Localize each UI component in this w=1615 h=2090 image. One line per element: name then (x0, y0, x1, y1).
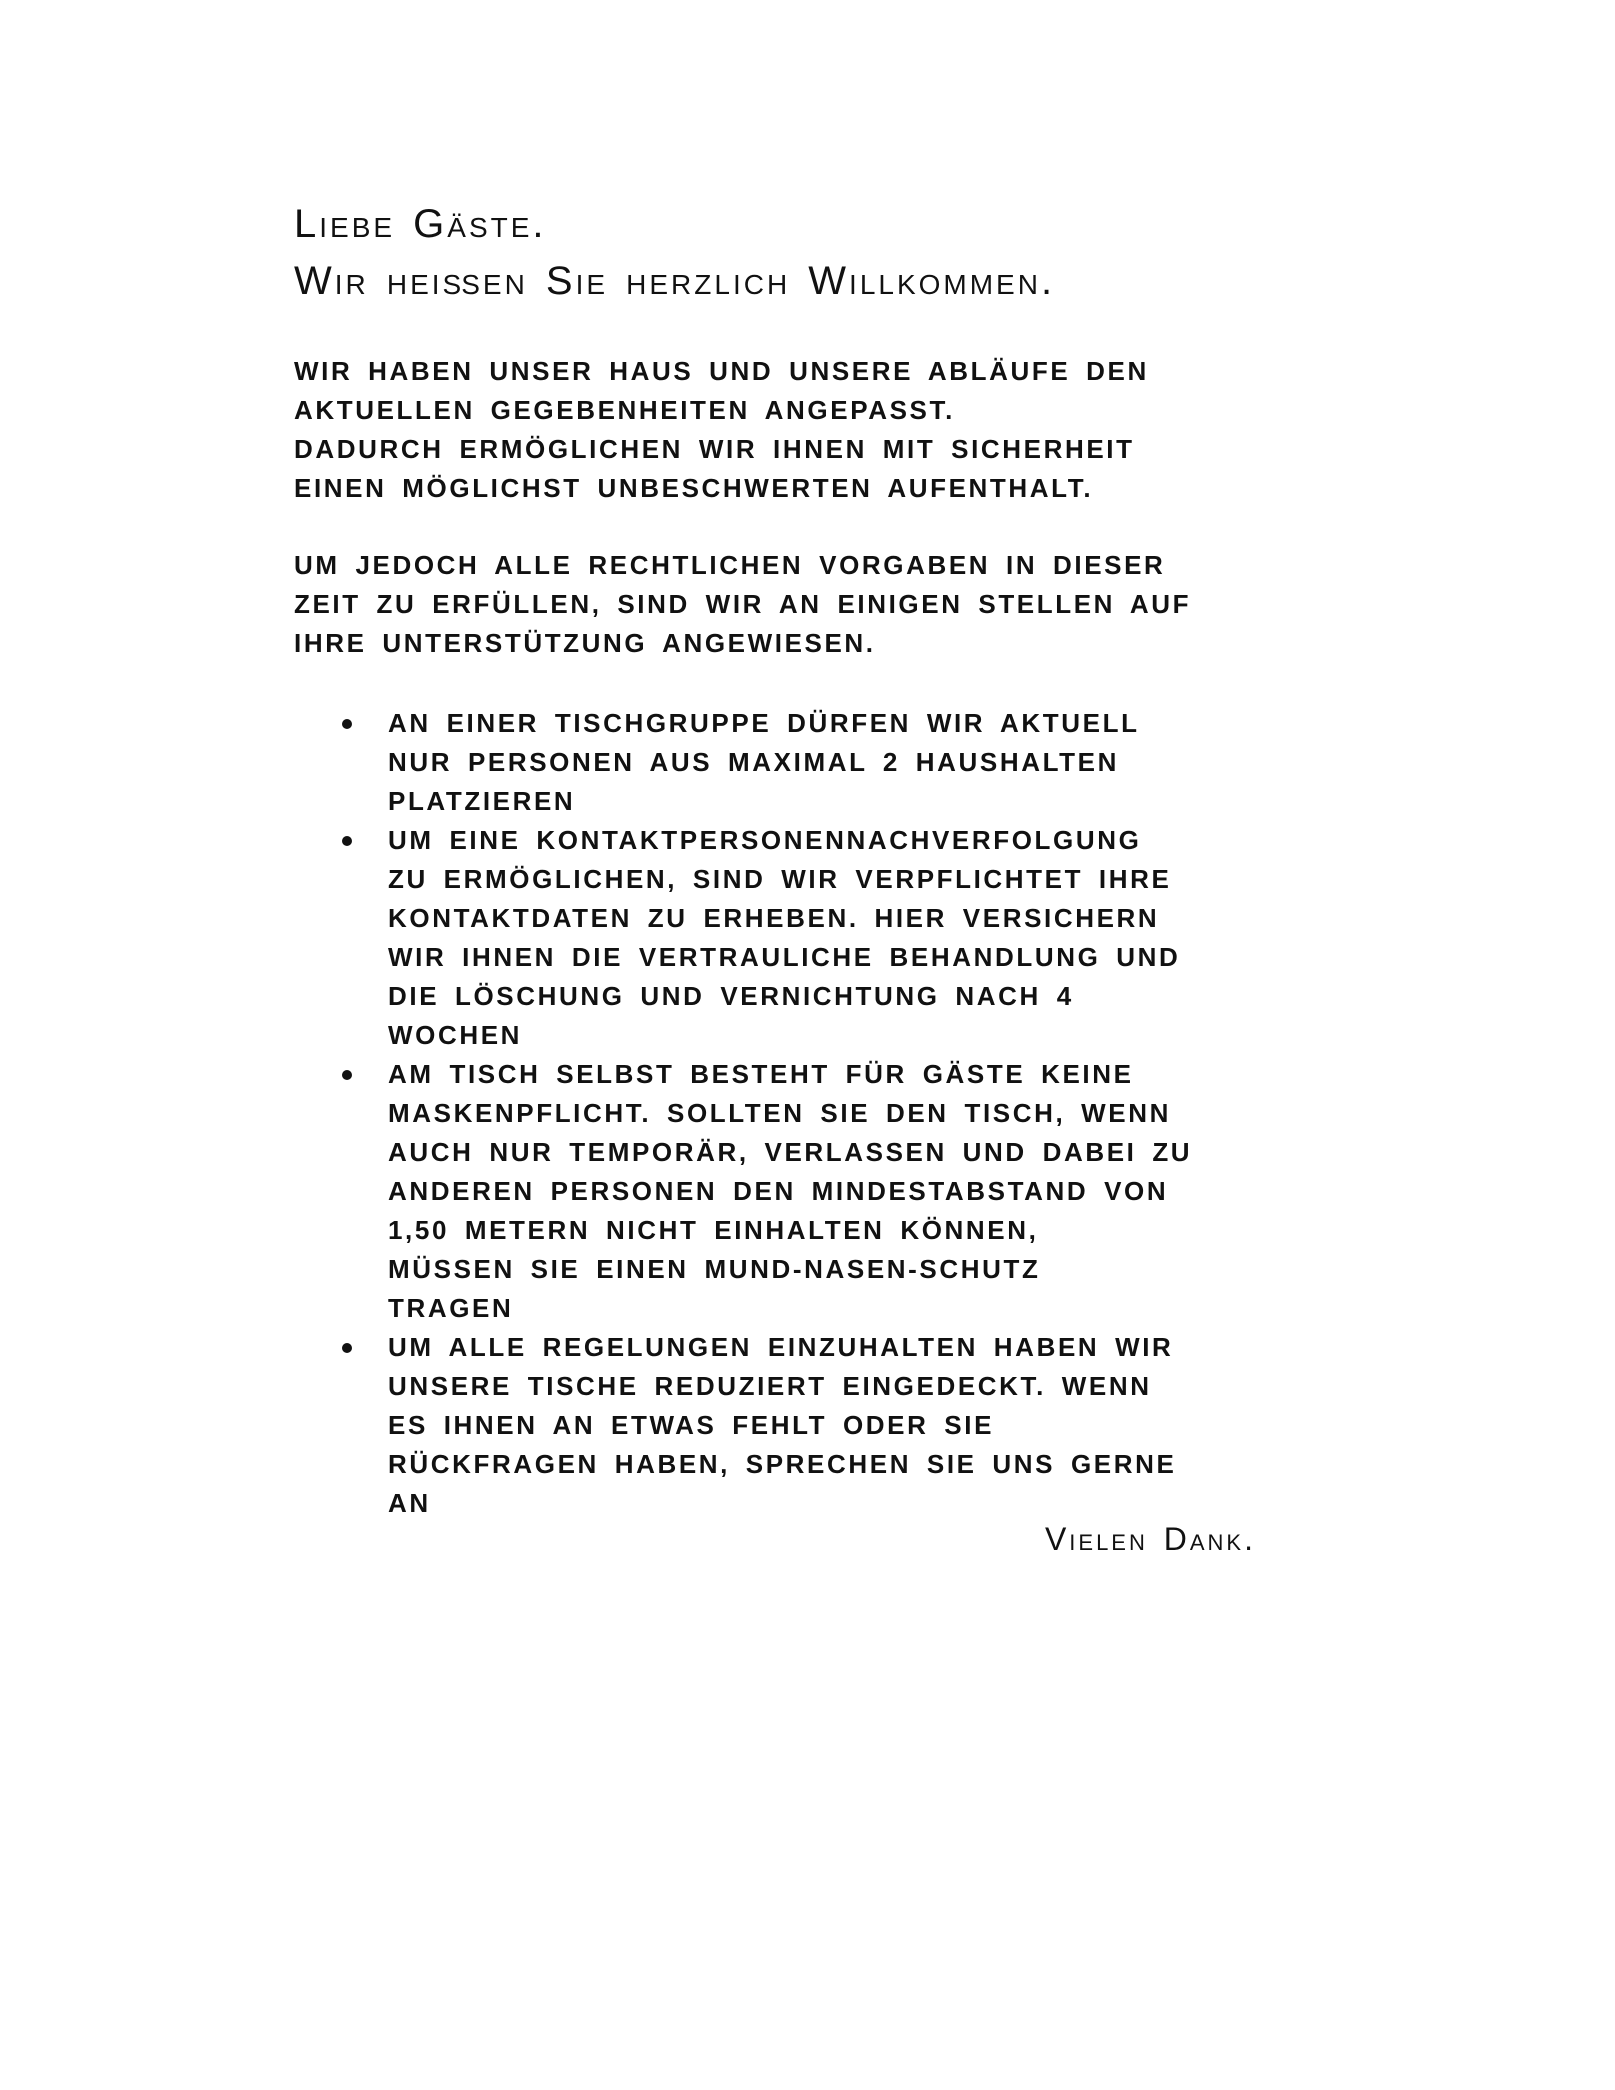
rule-line: ZU ERMÖGLICHEN, SIND WIR VERPFLICHTET IHRE (388, 864, 1172, 894)
legal-line: UM JEDOCH ALLE RECHTLICHEN VORGABEN IN DIESER (294, 550, 1166, 580)
intro-line: DADURCH ERMÖGLICHEN WIR IHNEN MIT SICHERHEIT (294, 434, 1135, 464)
rule-line: AN EINER TISCHGRUPPE DÜRFEN WIR AKTUELL (388, 708, 1140, 738)
greeting-heading (294, 196, 1274, 310)
rule-item (330, 1328, 1290, 1523)
rule-line: NUR PERSONEN AUS MAXIMAL 2 HAUSHALTEN (388, 747, 1119, 777)
intro-line: EINEN MÖGLICHST UNBESCHWERTEN AUFENTHALT. (294, 473, 1094, 503)
rule-line: WOCHEN (388, 1020, 523, 1050)
rule-line: ES IHNEN AN ETWAS FEHLT ODER SIE (388, 1410, 995, 1440)
rule-line: AUCH NUR TEMPORÄR, VERLASSEN UND DABEI ZU (388, 1137, 1193, 1167)
rule-line: UM ALLE REGELUNGEN EINZUHALTEN HABEN WIR (388, 1332, 1174, 1362)
legal-paragraph (294, 546, 1294, 663)
rule-item (330, 1055, 1290, 1328)
rule-line: PLATZIEREN (388, 786, 576, 816)
rule-line: TRAGEN (388, 1293, 514, 1323)
bullet-icon (342, 1343, 352, 1353)
rule-line: RÜCKFRAGEN HABEN, SPRECHEN SIE UNS GERNE (388, 1449, 1177, 1479)
rule-line: ANDEREN PERSONEN DEN MINDESTABSTAND VON (388, 1176, 1169, 1206)
bullet-icon (342, 1070, 352, 1080)
signoff: Vielen Dank. (1044, 1521, 1256, 1557)
legal-line: ZEIT ZU ERFÜLLEN, SIND WIR AN EINIGEN STELLEN AUF (294, 589, 1192, 619)
rule-line: MASKENPFLICHT. SOLLTEN SIE DEN TISCH, WENN (388, 1098, 1171, 1128)
rule-line: UM EINE KONTAKTPERSONENNACHVERFOLGUNG (388, 825, 1142, 855)
intro-line: AKTUELLEN GEGEBENHEITEN ANGEPASST. (294, 395, 955, 425)
rule-line: 1,50 METERN NICHT EINHALTEN KÖNNEN, (388, 1215, 1039, 1245)
rules-list (330, 704, 1290, 1523)
bullet-icon (342, 836, 352, 846)
intro-paragraph (294, 352, 1294, 508)
rule-line: AM TISCH SELBST BESTEHT FÜR GÄSTE KEINE (388, 1059, 1134, 1089)
rule-line: UNSERE TISCHE REDUZIERT EINGEDECKT. WENN (388, 1371, 1152, 1401)
legal-line: IHRE UNTERSTÜTZUNG ANGEWIESEN. (294, 628, 876, 658)
rule-line: DIE LÖSCHUNG UND VERNICHTUNG NACH 4 (388, 981, 1074, 1011)
intro-line: WIR HABEN UNSER HAUS UND UNSERE ABLÄUFE DEN (294, 356, 1149, 386)
welcome-line: Wir heißen Sie herzlich Willkommen. (294, 259, 1056, 303)
rule-line: KONTAKTDATEN ZU ERHEBEN. HIER VERSICHERN (388, 903, 1160, 933)
greeting-line: Liebe Gäste. (294, 202, 547, 246)
rule-line: MÜSSEN SIE EINEN MUND-NASEN-SCHUTZ (388, 1254, 1041, 1284)
bullet-icon (342, 719, 352, 729)
rule-item (330, 821, 1290, 1055)
rule-line: AN (388, 1488, 431, 1518)
rule-line: WIR IHNEN DIE VERTRAULICHE BEHANDLUNG UND (388, 942, 1181, 972)
rule-item (330, 704, 1290, 821)
